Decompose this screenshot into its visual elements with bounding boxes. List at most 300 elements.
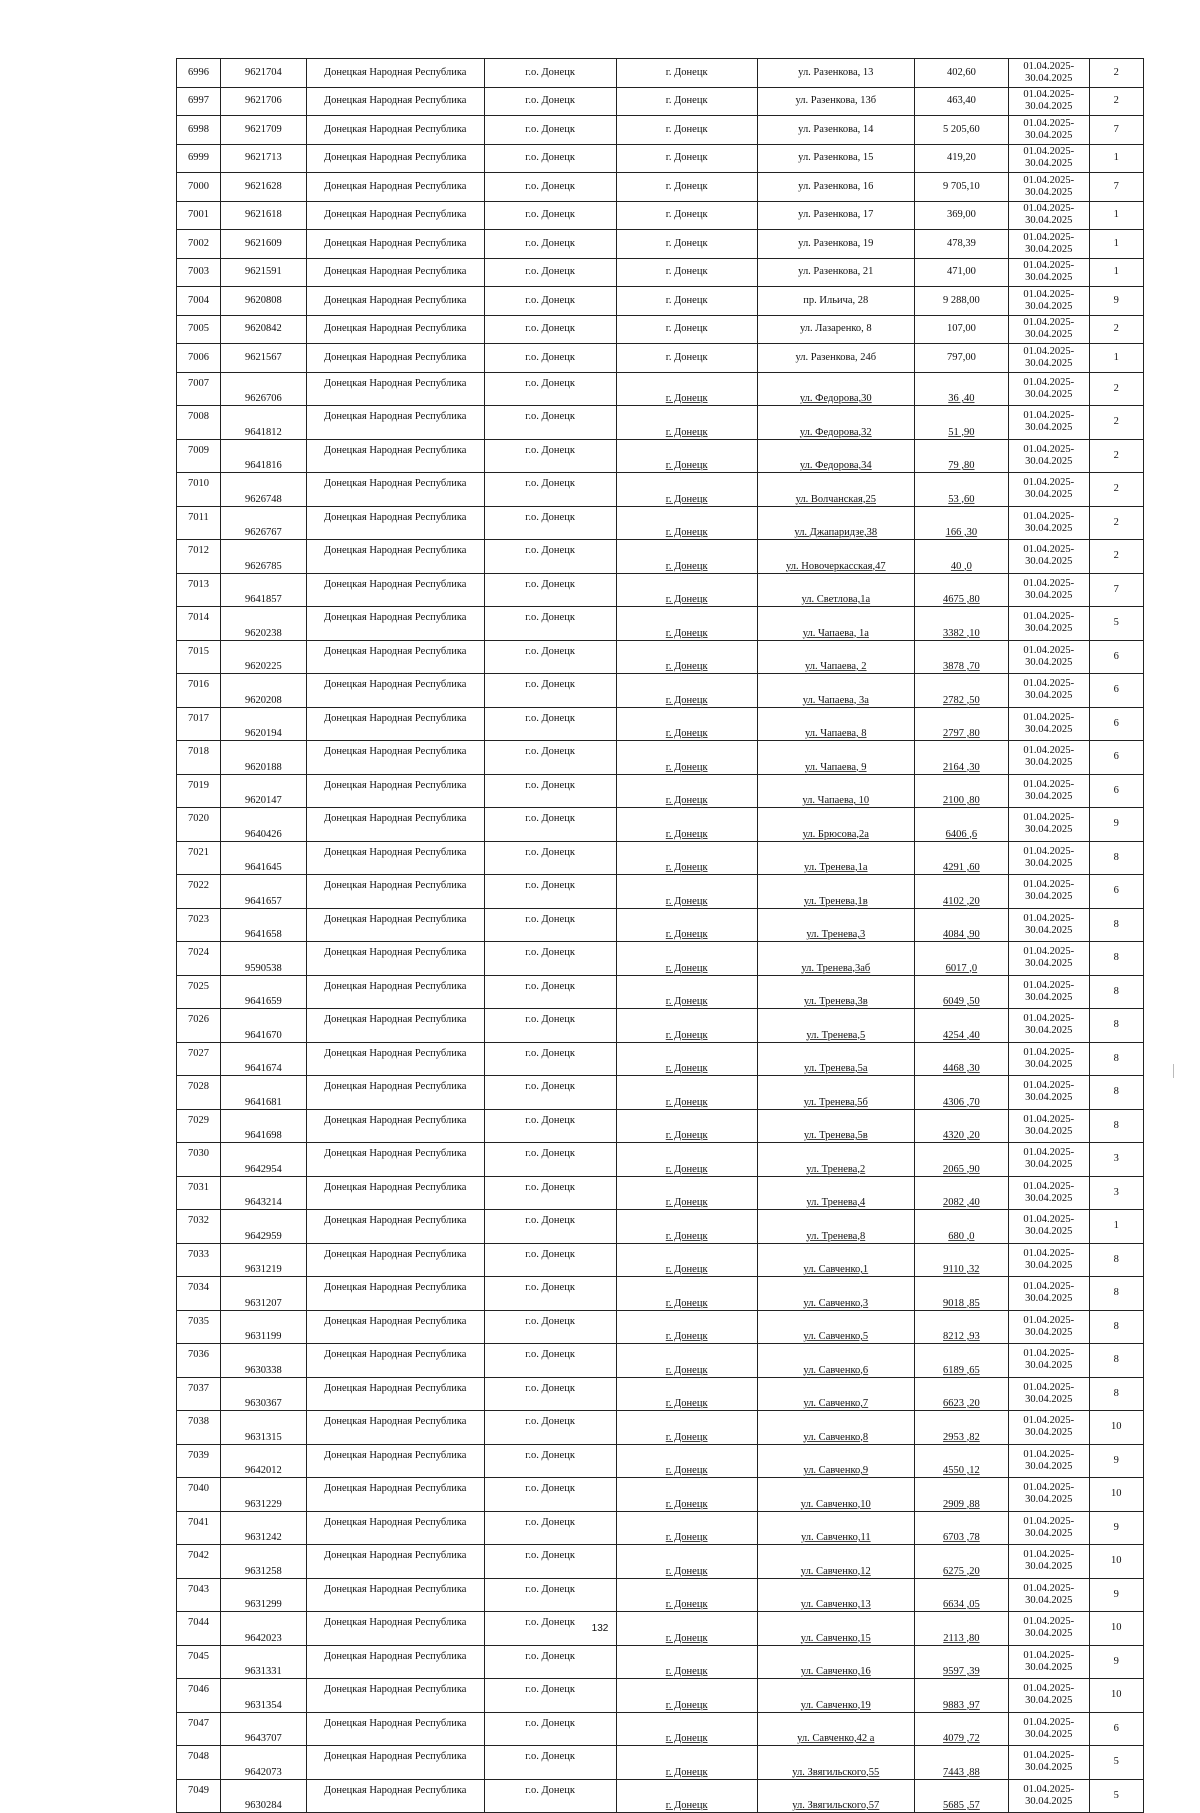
table-row (177, 1076, 1144, 1110)
city-name: г. Донецк (616, 287, 757, 316)
city-name (616, 707, 757, 741)
period-end: 30.04.2025 (1025, 924, 1073, 936)
object-code-text: 9640426 (244, 828, 282, 840)
district-name: г.о. Донецк (484, 573, 616, 607)
row-number: 7021 (177, 841, 221, 875)
area-value-text: 2782 ,50 (943, 694, 980, 706)
period-start: 01.04.2025- (1023, 1013, 1075, 1025)
row-number: 7041 (177, 1511, 221, 1545)
area-value (914, 1377, 1008, 1411)
region-name: Донецкая Народная Республика (306, 875, 484, 909)
street-address-text: ул. Тренева,1а (804, 862, 868, 873)
city-name: г. Донецк (616, 315, 757, 344)
period-range (1008, 1310, 1089, 1344)
street-address-text: ул. Чапаева, 3а (802, 694, 869, 706)
table-row (177, 87, 1144, 116)
period-range (1008, 607, 1089, 641)
street-address (757, 1310, 914, 1344)
region-name: Донецкая Народная Республика (306, 1478, 484, 1512)
period-start: 01.04.2025- (1023, 288, 1075, 300)
period-end: 30.04.2025 (1025, 1226, 1073, 1238)
street-address-text: ул. Савченко,15 (800, 1632, 871, 1644)
count-value: 2 (1089, 372, 1143, 406)
area-value: 478,39 (914, 230, 1008, 259)
city-name (616, 1746, 757, 1780)
city-name-text: г. Донецк (665, 426, 708, 438)
area-value-text: 4675 ,80 (943, 594, 980, 605)
table-row (177, 573, 1144, 607)
period-range (1008, 1645, 1089, 1679)
table-row (177, 607, 1144, 641)
row-number: 7042 (177, 1545, 221, 1579)
area-value (914, 1411, 1008, 1445)
period-end: 30.04.2025 (1025, 1427, 1073, 1439)
period-start: 01.04.2025- (1023, 845, 1075, 857)
period-range (1008, 1243, 1089, 1277)
area-value (914, 942, 1008, 976)
city-name (616, 439, 757, 473)
table-row (177, 674, 1144, 708)
row-number: 7033 (177, 1243, 221, 1277)
period-start: 01.04.2025- (1023, 611, 1075, 623)
area-value: 797,00 (914, 344, 1008, 373)
city-name-text: г. Донецк (665, 1498, 708, 1510)
object-code (220, 1277, 306, 1311)
city-name-text: г. Донецк (665, 1096, 708, 1108)
area-value-text: 6275 ,20 (943, 1565, 980, 1577)
street-address (757, 640, 914, 674)
period-end: 30.04.2025 (1025, 991, 1073, 1003)
area-value-text: 2100 ,80 (943, 795, 980, 806)
object-code (220, 607, 306, 641)
count-value: 6 (1089, 774, 1143, 808)
object-code-text: 9620188 (244, 761, 282, 773)
region-name: Донецкая Народная Республика (306, 640, 484, 674)
area-value-text: 4084 ,90 (943, 929, 980, 940)
period-range (1008, 1478, 1089, 1512)
row-number: 7023 (177, 908, 221, 942)
table-row (177, 875, 1144, 909)
region-name: Донецкая Народная Республика (306, 87, 484, 116)
count-value: 2 (1089, 540, 1143, 574)
period-end: 30.04.2025 (1025, 329, 1073, 341)
count-value: 6 (1089, 707, 1143, 741)
region-name: Донецкая Народная Республика (306, 774, 484, 808)
street-address (757, 1377, 914, 1411)
period-end: 30.04.2025 (1025, 1025, 1073, 1037)
area-value (914, 473, 1008, 507)
object-code-text: 9630367 (244, 1398, 282, 1409)
object-code-text: 9642959 (244, 1230, 282, 1242)
count-value: 2 (1089, 473, 1143, 507)
region-name: Донецкая Народная Республика (306, 1444, 484, 1478)
period-start: 01.04.2025- (1023, 946, 1075, 958)
region-name: Донецкая Народная Республика (306, 841, 484, 875)
row-number: 7020 (177, 808, 221, 842)
city-name-text: г. Донецк (665, 795, 708, 806)
region-name: Донецкая Народная Республика (306, 315, 484, 344)
table-row (177, 707, 1144, 741)
street-address-text: ул. Тренева,4 (806, 1197, 866, 1208)
city-name-text: г. Донецк (665, 1632, 708, 1644)
street-address-text: ул. Тренева,1в (803, 895, 868, 907)
period-range (1008, 875, 1089, 909)
period-start: 01.04.2025- (1023, 1716, 1075, 1728)
row-number: 7017 (177, 707, 221, 741)
street-address-text: ул. Федорова,32 (799, 426, 872, 438)
period-range (1008, 707, 1089, 741)
street-address-text: ул. Тренева,5б (803, 1096, 868, 1108)
object-code (220, 975, 306, 1009)
area-value-text: 9110 ,32 (943, 1264, 980, 1275)
registry-table-body (177, 59, 1144, 1813)
period-start: 01.04.2025- (1023, 317, 1075, 329)
city-name (616, 841, 757, 875)
district-name: г.о. Донецк (484, 1779, 616, 1813)
period-end: 30.04.2025 (1025, 1628, 1073, 1640)
count-value: 2 (1089, 315, 1143, 344)
area-value-text: 4468 ,30 (943, 1063, 980, 1074)
street-address (757, 1277, 914, 1311)
region-name: Донецкая Народная Республика (306, 975, 484, 1009)
count-value: 7 (1089, 116, 1143, 145)
row-number: 7000 (177, 173, 221, 202)
area-value-text: 6049 ,50 (943, 996, 980, 1007)
area-value-text: 4079 ,72 (943, 1733, 980, 1744)
period-end: 30.04.2025 (1025, 589, 1073, 601)
district-name: г.о. Донецк (484, 841, 616, 875)
district-name: г.о. Донецк (484, 707, 616, 741)
city-name (616, 1478, 757, 1512)
street-address (757, 741, 914, 775)
row-number: 7048 (177, 1746, 221, 1780)
period-end: 30.04.2025 (1025, 1728, 1073, 1740)
object-code: 9621591 (220, 258, 306, 287)
city-name-text: г. Донецк (665, 627, 708, 639)
period-range (1008, 1344, 1089, 1378)
city-name (616, 1377, 757, 1411)
table-row (177, 808, 1144, 842)
city-name-text: г. Донецк (665, 828, 708, 840)
period-end: 30.04.2025 (1025, 891, 1073, 903)
street-address-text: ул. Тренева,2 (806, 1163, 866, 1175)
city-name-text: г. Донецк (665, 1800, 708, 1811)
street-address (757, 540, 914, 574)
period-end: 30.04.2025 (1025, 1661, 1073, 1673)
street-address-text: ул. Чапаева, 2 (805, 661, 867, 672)
street-address-text: ул. Тренева,8 (806, 1230, 866, 1242)
area-value (914, 1545, 1008, 1579)
area-value (914, 741, 1008, 775)
period-start: 01.04.2025- (1023, 1314, 1075, 1326)
street-address-text: ул. Савченко,13 (800, 1599, 871, 1610)
city-name (616, 607, 757, 641)
period-end: 30.04.2025 (1025, 1460, 1073, 1472)
region-name: Донецкая Народная Республика (306, 1344, 484, 1378)
district-name: г.о. Донецк (484, 344, 616, 373)
city-name (616, 406, 757, 440)
street-address-text: ул. Савченко,9 (803, 1465, 869, 1476)
region-name: Донецкая Народная Республика (306, 144, 484, 173)
row-number: 7004 (177, 287, 221, 316)
period-end: 30.04.2025 (1025, 522, 1073, 534)
object-code (220, 741, 306, 775)
period-range (1008, 1578, 1089, 1612)
period-start: 01.04.2025- (1023, 1281, 1075, 1293)
period-start: 01.04.2025- (1023, 477, 1075, 489)
city-name (616, 372, 757, 406)
period-range (1008, 1712, 1089, 1746)
area-value-text: 2953 ,82 (943, 1431, 980, 1443)
street-address-text: ул. Джапаридзе,38 (794, 527, 878, 538)
object-code-text: 9643707 (244, 1733, 282, 1744)
period-range (1008, 1779, 1089, 1813)
object-code (220, 1411, 306, 1445)
area-value (914, 875, 1008, 909)
city-name-text: г. Донецк (665, 1465, 708, 1476)
object-code: 9621628 (220, 173, 306, 202)
count-value: 9 (1089, 1578, 1143, 1612)
period-range (1008, 406, 1089, 440)
count-value: 10 (1089, 1478, 1143, 1512)
city-name (616, 1310, 757, 1344)
object-code (220, 942, 306, 976)
area-value: 9 705,10 (914, 173, 1008, 202)
city-name-text: г. Донецк (665, 694, 708, 706)
row-number: 7034 (177, 1277, 221, 1311)
district-name: г.о. Донецк (484, 201, 616, 230)
table-row (177, 116, 1144, 145)
object-code-text: 9626785 (244, 560, 282, 572)
count-value: 2 (1089, 406, 1143, 440)
period-end: 30.04.2025 (1025, 656, 1073, 668)
street-address-text: ул. Светлова,1а (801, 594, 871, 605)
region-name: Донецкая Народная Республика (306, 173, 484, 202)
period-end: 30.04.2025 (1025, 1695, 1073, 1707)
region-name: Донецкая Народная Республика (306, 230, 484, 259)
street-address-text: ул. Савченко,7 (803, 1398, 869, 1409)
table-row (177, 506, 1144, 540)
count-value: 8 (1089, 1310, 1143, 1344)
period-end: 30.04.2025 (1025, 455, 1073, 467)
region-name: Донецкая Народная Республика (306, 473, 484, 507)
area-value-text: 9597 ,39 (943, 1666, 980, 1677)
street-address (757, 1511, 914, 1545)
city-name: г. Донецк (616, 116, 757, 145)
object-code-text: 9626767 (244, 527, 282, 538)
period-range (1008, 344, 1089, 373)
object-code: 9621709 (220, 116, 306, 145)
table-row (177, 173, 1144, 202)
region-name: Донецкая Народная Республика (306, 372, 484, 406)
row-number: 7009 (177, 439, 221, 473)
street-address-text: ул. Чапаева, 1а (802, 627, 869, 639)
city-name (616, 1009, 757, 1043)
object-code: 9621704 (220, 59, 306, 88)
city-name (616, 1578, 757, 1612)
street-address-text: ул. Чапаева, 10 (802, 795, 870, 806)
table-row (177, 774, 1144, 808)
row-number: 7012 (177, 540, 221, 574)
district-name: г.о. Донецк (484, 287, 616, 316)
street-address (757, 1210, 914, 1244)
city-name-text: г. Донецк (665, 962, 708, 974)
object-code-text: 9631199 (245, 1331, 282, 1342)
period-start: 01.04.2025- (1023, 577, 1075, 589)
period-start: 01.04.2025- (1023, 1649, 1075, 1661)
district-name: г.о. Донецк (484, 540, 616, 574)
street-address (757, 1746, 914, 1780)
city-name: г. Донецк (616, 230, 757, 259)
period-end: 30.04.2025 (1025, 300, 1073, 312)
object-code-text: 9641658 (244, 929, 282, 940)
object-code: 9620842 (220, 315, 306, 344)
district-name: г.о. Донецк (484, 439, 616, 473)
area-value: 463,40 (914, 87, 1008, 116)
region-name: Донецкая Народная Республика (306, 287, 484, 316)
object-code (220, 506, 306, 540)
period-range (1008, 942, 1089, 976)
object-code (220, 1176, 306, 1210)
period-end: 30.04.2025 (1025, 1561, 1073, 1573)
object-code: 9621706 (220, 87, 306, 116)
count-value: 1 (1089, 344, 1143, 373)
period-range (1008, 774, 1089, 808)
city-name (616, 942, 757, 976)
period-start: 01.04.2025- (1023, 174, 1075, 186)
district-name: г.о. Донецк (484, 406, 616, 440)
city-name (616, 908, 757, 942)
period-end: 30.04.2025 (1025, 1293, 1073, 1305)
period-range (1008, 1411, 1089, 1445)
period-start: 01.04.2025- (1023, 231, 1075, 243)
city-name: г. Донецк (616, 258, 757, 287)
area-value-text: 6189 ,65 (943, 1364, 980, 1376)
table-row (177, 439, 1144, 473)
row-number: 7028 (177, 1076, 221, 1110)
row-number: 7008 (177, 406, 221, 440)
period-end: 30.04.2025 (1025, 243, 1073, 255)
row-number: 7030 (177, 1143, 221, 1177)
period-start: 01.04.2025- (1023, 89, 1075, 101)
count-value: 9 (1089, 1511, 1143, 1545)
period-range (1008, 1176, 1089, 1210)
period-end: 30.04.2025 (1025, 1393, 1073, 1405)
district-name: г.о. Донецк (484, 230, 616, 259)
district-name: г.о. Донецк (484, 1578, 616, 1612)
period-end: 30.04.2025 (1025, 72, 1073, 84)
district-name: г.о. Донецк (484, 674, 616, 708)
period-start: 01.04.2025- (1023, 376, 1075, 388)
object-code (220, 707, 306, 741)
table-row (177, 1009, 1144, 1043)
street-address: ул. Разенкова, 17 (757, 201, 914, 230)
count-value: 3 (1089, 1143, 1143, 1177)
row-number: 7037 (177, 1377, 221, 1411)
period-start: 01.04.2025- (1023, 117, 1075, 129)
period-end: 30.04.2025 (1025, 1259, 1073, 1271)
row-number: 7018 (177, 741, 221, 775)
area-value-text: 4306 ,70 (943, 1096, 980, 1108)
city-name-text: г. Донецк (665, 1398, 708, 1409)
period-start: 01.04.2025- (1023, 60, 1075, 72)
table-row (177, 1377, 1144, 1411)
object-code (220, 640, 306, 674)
table-row (177, 841, 1144, 875)
row-number: 6997 (177, 87, 221, 116)
street-address (757, 674, 914, 708)
object-code (220, 1478, 306, 1512)
object-code-text: 9620208 (244, 694, 282, 706)
object-code (220, 1344, 306, 1378)
street-address (757, 607, 914, 641)
scan-artifact-mark (1173, 1064, 1174, 1078)
period-start: 01.04.2025- (1023, 1783, 1075, 1795)
period-end: 30.04.2025 (1025, 129, 1073, 141)
period-start: 01.04.2025- (1023, 410, 1075, 422)
object-code (220, 1444, 306, 1478)
city-name: г. Донецк (616, 201, 757, 230)
area-value (914, 506, 1008, 540)
table-row (177, 372, 1144, 406)
object-code-text: 9641657 (244, 895, 282, 907)
object-code-text: 9620225 (244, 661, 282, 672)
city-name-text: г. Донецк (665, 1331, 708, 1342)
count-value: 8 (1089, 1076, 1143, 1110)
region-name: Донецкая Народная Республика (306, 607, 484, 641)
district-name: г.о. Донецк (484, 774, 616, 808)
table-row (177, 908, 1144, 942)
table-row (177, 1779, 1144, 1813)
area-value-text: 8212 ,93 (943, 1331, 980, 1342)
period-start: 01.04.2025- (1023, 1683, 1075, 1695)
period-end: 30.04.2025 (1025, 1594, 1073, 1606)
object-code-text: 9630338 (244, 1364, 282, 1376)
region-name: Донецкая Народная Республика (306, 1746, 484, 1780)
object-code: 9621609 (220, 230, 306, 259)
period-end: 30.04.2025 (1025, 388, 1073, 400)
area-value-text: 3878 ,70 (943, 661, 980, 672)
period-range (1008, 741, 1089, 775)
city-name-text: г. Донецк (665, 1599, 708, 1610)
count-value: 6 (1089, 875, 1143, 909)
period-end: 30.04.2025 (1025, 1527, 1073, 1539)
object-code-text: 9590538 (244, 962, 282, 974)
period-start: 01.04.2025- (1023, 1582, 1075, 1594)
object-code (220, 1545, 306, 1579)
region-name: Донецкая Народная Республика (306, 1143, 484, 1177)
area-value (914, 1511, 1008, 1545)
region-name: Донецкая Народная Республика (306, 1645, 484, 1679)
street-address (757, 975, 914, 1009)
area-value: 419,20 (914, 144, 1008, 173)
street-address (757, 1109, 914, 1143)
city-name-text: г. Донецк (665, 1063, 708, 1074)
region-name: Донецкая Народная Республика (306, 707, 484, 741)
area-value-text: 4320 ,20 (943, 1130, 980, 1141)
street-address (757, 1143, 914, 1177)
period-range (1008, 59, 1089, 88)
area-value (914, 908, 1008, 942)
period-start: 01.04.2025- (1023, 1180, 1075, 1192)
city-name-text: г. Донецк (665, 1029, 708, 1041)
table-row (177, 640, 1144, 674)
city-name: г. Донецк (616, 87, 757, 116)
period-start: 01.04.2025- (1023, 812, 1075, 824)
region-name: Донецкая Народная Республика (306, 258, 484, 287)
object-code-text: 9631354 (244, 1699, 282, 1711)
count-value: 8 (1089, 841, 1143, 875)
